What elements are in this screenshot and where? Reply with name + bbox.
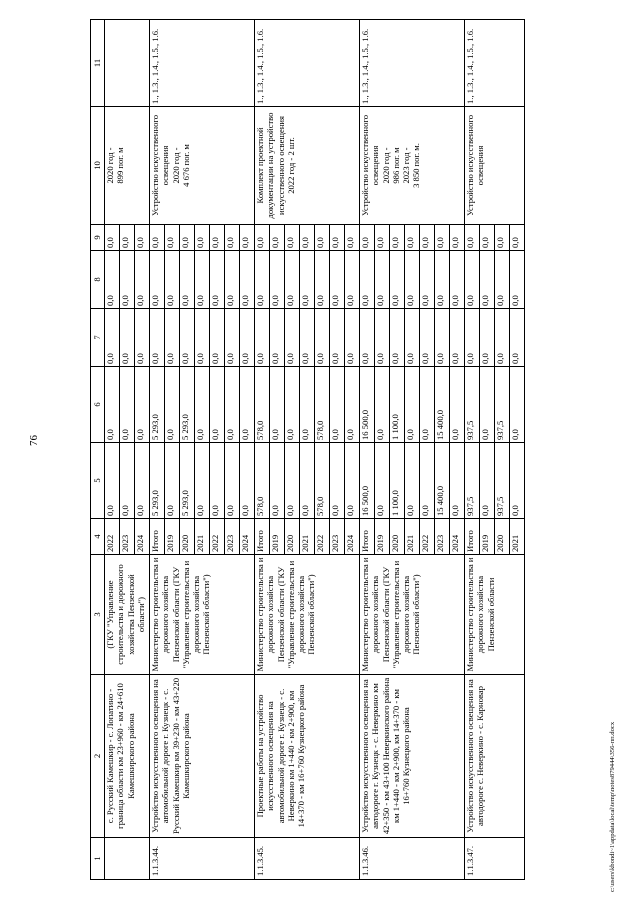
value-col7: 0,0 bbox=[165, 309, 180, 367]
header-cell-7: 7 bbox=[91, 309, 105, 367]
value-budget: 5 293,0 bbox=[180, 367, 195, 443]
item-code: 1.1.3.46. bbox=[360, 838, 465, 880]
value-total: 15 400,0 bbox=[435, 443, 450, 519]
year-cell: 2021 bbox=[195, 519, 210, 555]
value-col8: 0,0 bbox=[480, 251, 495, 309]
value-budget: 0,0 bbox=[270, 367, 285, 443]
value-budget: 578,0 bbox=[315, 367, 330, 443]
value-col8: 0,0 bbox=[270, 251, 285, 309]
value-col8: 0,0 bbox=[135, 251, 150, 309]
item-name: Устройство искусственного освещения на автодороге г. Кузнецк - с. Неверкино км 42+350 - км 43+100 Неверкинского района км 1+440 - км 2+900, км 14+370 - км 16+760 Кузнецкого района bbox=[360, 675, 465, 838]
value-budget: 0,0 bbox=[420, 367, 435, 443]
item-indicators: 1., 1.3., 1.4., 1.5., 1.6. bbox=[465, 20, 525, 107]
value-col8: 0,0 bbox=[285, 251, 300, 309]
year-cell: 2022 bbox=[105, 519, 120, 555]
value-total: 16 500,0 bbox=[360, 443, 375, 519]
item-code bbox=[105, 838, 150, 880]
year-cell: 2019 bbox=[165, 519, 180, 555]
value-budget: 937,5 bbox=[495, 367, 510, 443]
value-col9: 0,0 bbox=[345, 225, 360, 251]
value-col9: 0,0 bbox=[375, 225, 390, 251]
year-cell: 2020 bbox=[495, 519, 510, 555]
header-cell-3: 3 bbox=[91, 555, 105, 675]
value-col7: 0,0 bbox=[135, 309, 150, 367]
year-cell: 2021 bbox=[510, 519, 525, 555]
year-cell: 2022 bbox=[315, 519, 330, 555]
value-total: 5 293,0 bbox=[180, 443, 195, 519]
header-cell-10: 10 bbox=[91, 107, 105, 225]
header-cell-5: 5 bbox=[91, 443, 105, 519]
continuation-row bbox=[105, 20, 120, 880]
value-total: 0,0 bbox=[240, 443, 255, 519]
value-col9: 0,0 bbox=[255, 225, 270, 251]
value-total: 937,5 bbox=[495, 443, 510, 519]
value-col8: 0,0 bbox=[165, 251, 180, 309]
year-cell: 2022 bbox=[420, 519, 435, 555]
year-cell: 2022 bbox=[210, 519, 225, 555]
value-total: 0,0 bbox=[210, 443, 225, 519]
header-cell-4: 4 bbox=[91, 519, 105, 555]
year-cell: Итого bbox=[255, 519, 270, 555]
value-col7: 0,0 bbox=[225, 309, 240, 367]
value-col7: 0,0 bbox=[465, 309, 480, 367]
value-budget: 0,0 bbox=[480, 367, 495, 443]
header-row bbox=[91, 20, 105, 880]
item-row bbox=[255, 20, 270, 880]
value-budget: 0,0 bbox=[405, 367, 420, 443]
value-col9: 0,0 bbox=[105, 225, 120, 251]
item-indicators: 1., 1.3., 1.4., 1.5., 1.6. bbox=[255, 20, 360, 107]
item-indicators: 1., 1.3., 1.4., 1.5., 1.6. bbox=[150, 20, 255, 107]
header-cell-9: 9 bbox=[91, 225, 105, 251]
value-budget: 0,0 bbox=[345, 367, 360, 443]
program-table bbox=[90, 19, 525, 880]
value-budget: 0,0 bbox=[120, 367, 135, 443]
value-col8: 0,0 bbox=[315, 251, 330, 309]
value-col7: 0,0 bbox=[450, 309, 465, 367]
value-total: 0,0 bbox=[285, 443, 300, 519]
value-col9: 0,0 bbox=[315, 225, 330, 251]
value-col7: 0,0 bbox=[105, 309, 120, 367]
item-executor: Министерство строительства и дорожного хозяйства Пензенской области (ГКУ "Управление строительства и дорожного хозяйства Пензенской области") bbox=[255, 555, 360, 675]
value-budget: 5 293,0 bbox=[150, 367, 165, 443]
year-cell: 2023 bbox=[120, 519, 135, 555]
value-budget: 0,0 bbox=[285, 367, 300, 443]
item-result: Комплект проектной документации на устройство искусственного освещения 2022 год - 2 шт. bbox=[255, 107, 360, 225]
value-col7: 0,0 bbox=[510, 309, 525, 367]
value-total: 937,5 bbox=[465, 443, 480, 519]
header-cell-1: 1 bbox=[91, 838, 105, 880]
year-cell: 2020 bbox=[180, 519, 195, 555]
value-total: 0,0 bbox=[450, 443, 465, 519]
value-col9: 0,0 bbox=[195, 225, 210, 251]
value-col7: 0,0 bbox=[120, 309, 135, 367]
value-col8: 0,0 bbox=[195, 251, 210, 309]
year-cell: 2023 bbox=[435, 519, 450, 555]
value-budget: 0,0 bbox=[375, 367, 390, 443]
value-col8: 0,0 bbox=[405, 251, 420, 309]
value-col7: 0,0 bbox=[375, 309, 390, 367]
header-cell-6: 6 bbox=[91, 367, 105, 443]
header-cell-11: 11 bbox=[91, 20, 105, 107]
value-col9: 0,0 bbox=[120, 225, 135, 251]
item-code: 1.1.3.47. bbox=[465, 838, 525, 880]
value-budget: 15 400,0 bbox=[435, 367, 450, 443]
value-col7: 0,0 bbox=[195, 309, 210, 367]
year-cell: 2024 bbox=[240, 519, 255, 555]
value-budget: 1 100,0 bbox=[390, 367, 405, 443]
value-col9: 0,0 bbox=[360, 225, 375, 251]
value-col7: 0,0 bbox=[420, 309, 435, 367]
value-total: 0,0 bbox=[270, 443, 285, 519]
year-cell: 2019 bbox=[480, 519, 495, 555]
value-budget: 0,0 bbox=[330, 367, 345, 443]
value-budget: 578,0 bbox=[255, 367, 270, 443]
item-code: 1.1.3.44. bbox=[150, 838, 255, 880]
value-col8: 0,0 bbox=[225, 251, 240, 309]
year-cell: 2024 bbox=[450, 519, 465, 555]
value-total: 0,0 bbox=[480, 443, 495, 519]
value-col9: 0,0 bbox=[135, 225, 150, 251]
value-col9: 0,0 bbox=[240, 225, 255, 251]
value-col7: 0,0 bbox=[480, 309, 495, 367]
value-total: 578,0 bbox=[255, 443, 270, 519]
value-col7: 0,0 bbox=[255, 309, 270, 367]
page-number: 76 bbox=[28, 435, 40, 446]
value-col9: 0,0 bbox=[180, 225, 195, 251]
year-cell: 2023 bbox=[225, 519, 240, 555]
year-cell: 2019 bbox=[375, 519, 390, 555]
value-col8: 0,0 bbox=[375, 251, 390, 309]
file-path: c:\users\kbondi~1\appdata\local\temp\notes879444\356-пп.docx bbox=[609, 721, 616, 892]
value-budget: 0,0 bbox=[240, 367, 255, 443]
value-col9: 0,0 bbox=[300, 225, 315, 251]
year-cell: 2023 bbox=[330, 519, 345, 555]
item-row bbox=[150, 20, 165, 880]
header-cell-2: 2 bbox=[91, 675, 105, 838]
value-total: 0,0 bbox=[225, 443, 240, 519]
value-budget: 0,0 bbox=[195, 367, 210, 443]
value-col8: 0,0 bbox=[360, 251, 375, 309]
value-budget: 0,0 bbox=[300, 367, 315, 443]
value-col9: 0,0 bbox=[450, 225, 465, 251]
item-indicators bbox=[105, 20, 150, 107]
item-name: Устройство искусственного освещения на автомобильной дороге г. Кузнецк - с. Русский Камешкир км 39+230 - км 43+220 Камешкирского района bbox=[150, 675, 255, 838]
value-col8: 0,0 bbox=[510, 251, 525, 309]
value-col7: 0,0 bbox=[345, 309, 360, 367]
value-col7: 0,0 bbox=[150, 309, 165, 367]
value-col9: 0,0 bbox=[510, 225, 525, 251]
item-row bbox=[360, 20, 375, 880]
item-indicators: 1., 1.3., 1.4., 1.5., 1.6. bbox=[360, 20, 465, 107]
value-budget: 16 500,0 bbox=[360, 367, 375, 443]
value-col8: 0,0 bbox=[465, 251, 480, 309]
value-col7: 0,0 bbox=[210, 309, 225, 367]
item-row bbox=[465, 20, 480, 880]
year-cell: Итого bbox=[465, 519, 480, 555]
item-code: 1.1.3.45. bbox=[255, 838, 360, 880]
value-col9: 0,0 bbox=[330, 225, 345, 251]
value-col8: 0,0 bbox=[420, 251, 435, 309]
value-col8: 0,0 bbox=[390, 251, 405, 309]
year-cell: 2024 bbox=[135, 519, 150, 555]
value-col8: 0,0 bbox=[210, 251, 225, 309]
value-total: 0,0 bbox=[330, 443, 345, 519]
value-total: 0,0 bbox=[120, 443, 135, 519]
item-name: с. Русский Камешкир - с. Лопатино - граница области км 23+960 - км 24+610 Камешкирского района bbox=[105, 675, 150, 838]
value-col9: 0,0 bbox=[390, 225, 405, 251]
value-col8: 0,0 bbox=[180, 251, 195, 309]
value-col9: 0,0 bbox=[405, 225, 420, 251]
value-col7: 0,0 bbox=[405, 309, 420, 367]
value-budget: 0,0 bbox=[165, 367, 180, 443]
item-executor: (ГКУ "Управление строительства и дорожного хозяйства Пензенской области") bbox=[105, 555, 150, 675]
value-col7: 0,0 bbox=[180, 309, 195, 367]
value-col7: 0,0 bbox=[435, 309, 450, 367]
year-cell: 2020 bbox=[285, 519, 300, 555]
value-col9: 0,0 bbox=[480, 225, 495, 251]
value-total: 0,0 bbox=[105, 443, 120, 519]
value-col8: 0,0 bbox=[255, 251, 270, 309]
value-col9: 0,0 bbox=[210, 225, 225, 251]
item-executor: Министерство строительства и дорожного хозяйства Пензенской области (ГКУ "Управление строительства и дорожного хозяйства Пензенской области") bbox=[150, 555, 255, 675]
year-cell: 2021 bbox=[405, 519, 420, 555]
year-cell: 2021 bbox=[300, 519, 315, 555]
value-col7: 0,0 bbox=[360, 309, 375, 367]
value-col8: 0,0 bbox=[240, 251, 255, 309]
header-cell-8: 8 bbox=[91, 251, 105, 309]
value-col7: 0,0 bbox=[300, 309, 315, 367]
value-total: 0,0 bbox=[300, 443, 315, 519]
value-col9: 0,0 bbox=[285, 225, 300, 251]
value-col7: 0,0 bbox=[270, 309, 285, 367]
value-col9: 0,0 bbox=[465, 225, 480, 251]
value-col8: 0,0 bbox=[435, 251, 450, 309]
rotated-table-container bbox=[90, 20, 610, 880]
value-col9: 0,0 bbox=[435, 225, 450, 251]
value-col7: 0,0 bbox=[315, 309, 330, 367]
value-total: 0,0 bbox=[420, 443, 435, 519]
value-budget: 0,0 bbox=[450, 367, 465, 443]
item-name: Проектные работы на устройство искусственного освещения на автомобильной дороге г. Кузнецк - с. Неверкино км 1+440 - км 2+900, км 14+370 - км 16+760 Кузнецкого района bbox=[255, 675, 360, 838]
value-budget: 0,0 bbox=[105, 367, 120, 443]
value-total: 5 293,0 bbox=[150, 443, 165, 519]
value-budget: 0,0 bbox=[135, 367, 150, 443]
value-total: 0,0 bbox=[510, 443, 525, 519]
value-col9: 0,0 bbox=[495, 225, 510, 251]
item-name: Устройство искусственного освещения на автодороге с. Неверкино - с. Карновар bbox=[465, 675, 525, 838]
value-col8: 0,0 bbox=[150, 251, 165, 309]
item-result: Устройство искусственного освещения bbox=[465, 107, 525, 225]
item-result: Устройство искусственного освещения 2020 год - 986 пог. м 2023 год - 3 850 пог. м. bbox=[360, 107, 465, 225]
value-col8: 0,0 bbox=[120, 251, 135, 309]
year-cell: 2024 bbox=[345, 519, 360, 555]
value-total: 0,0 bbox=[345, 443, 360, 519]
table-body bbox=[91, 20, 525, 880]
value-col9: 0,0 bbox=[420, 225, 435, 251]
value-col8: 0,0 bbox=[450, 251, 465, 309]
value-budget: 0,0 bbox=[225, 367, 240, 443]
item-executor: Министерство строительства и дорожного хозяйства Пензенской области bbox=[465, 555, 525, 675]
value-col8: 0,0 bbox=[105, 251, 120, 309]
year-cell: 2020 bbox=[390, 519, 405, 555]
value-col7: 0,0 bbox=[285, 309, 300, 367]
value-col7: 0,0 bbox=[240, 309, 255, 367]
value-col7: 0,0 bbox=[495, 309, 510, 367]
year-cell: Итого bbox=[150, 519, 165, 555]
value-col9: 0,0 bbox=[225, 225, 240, 251]
value-budget: 0,0 bbox=[210, 367, 225, 443]
value-col8: 0,0 bbox=[300, 251, 315, 309]
year-cell: Итого bbox=[360, 519, 375, 555]
item-result: Устройство искусственного освещения 2020 год - 4 676 пог. м bbox=[150, 107, 255, 225]
value-total: 0,0 bbox=[375, 443, 390, 519]
value-total: 0,0 bbox=[195, 443, 210, 519]
value-total: 0,0 bbox=[405, 443, 420, 519]
value-budget: 0,0 bbox=[510, 367, 525, 443]
item-result: 2020 год - 899 пог. м bbox=[105, 107, 150, 225]
value-col8: 0,0 bbox=[345, 251, 360, 309]
value-total: 0,0 bbox=[165, 443, 180, 519]
value-budget: 937,5 bbox=[465, 367, 480, 443]
year-cell: 2019 bbox=[270, 519, 285, 555]
value-col7: 0,0 bbox=[330, 309, 345, 367]
value-col9: 0,0 bbox=[270, 225, 285, 251]
item-executor: Министерство строительства и дорожного хозяйства Пензенской области (ГКУ "Управление строительства и дорожного хозяйства Пензенской области") bbox=[360, 555, 465, 675]
value-total: 1 100,0 bbox=[390, 443, 405, 519]
value-col9: 0,0 bbox=[165, 225, 180, 251]
value-col8: 0,0 bbox=[495, 251, 510, 309]
value-col8: 0,0 bbox=[330, 251, 345, 309]
value-col7: 0,0 bbox=[390, 309, 405, 367]
value-total: 578,0 bbox=[315, 443, 330, 519]
value-col9: 0,0 bbox=[150, 225, 165, 251]
value-total: 0,0 bbox=[135, 443, 150, 519]
